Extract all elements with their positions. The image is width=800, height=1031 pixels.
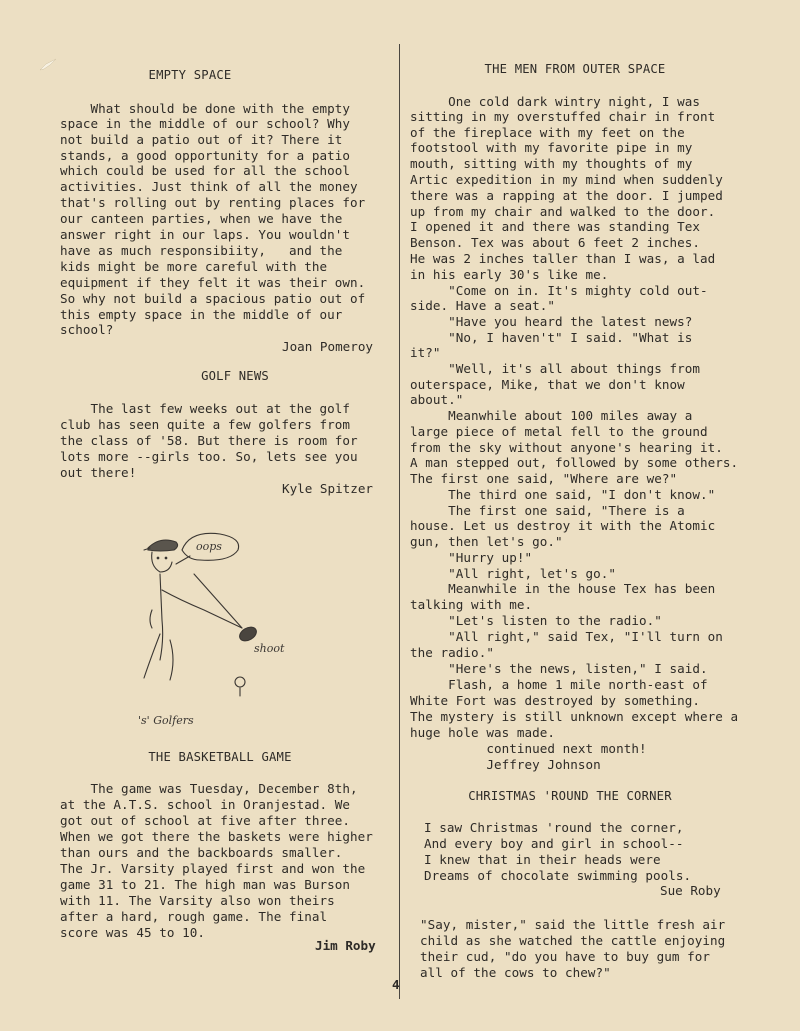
golf-news-title: GOLF NEWS <box>201 369 269 383</box>
outer-space-author: Jeffrey Johnson <box>410 757 601 772</box>
golfer-doodle <box>130 510 300 740</box>
outer-space-line: footstool with my favorite pipe in my <box>410 140 693 155</box>
empty-space-author: Joan Pomeroy <box>282 339 373 354</box>
basketball-line: at the A.T.S. school in Oranjestad. We <box>60 797 351 812</box>
empty-space-line: So why not build a spacious patio out of <box>60 291 366 306</box>
outer-space-line: White Fort was destroyed by something. <box>410 693 701 708</box>
basketball-line: with 11. The Varsity also won theirs <box>60 893 335 908</box>
outer-space-line: in his early 30's like me. <box>410 267 609 282</box>
outer-space-line: "Here's the news, listen," I said. <box>410 661 708 676</box>
basketball-line: game 31 to 21. The high man was Burson <box>60 877 351 892</box>
empty-space-title: EMPTY SPACE <box>148 68 232 82</box>
basketball-title: THE BASKETBALL GAME <box>148 750 292 764</box>
empty-space-line: not build a patio out of it? There it <box>60 132 343 147</box>
outer-space-line: Meanwhile in the house Tex has been <box>410 581 716 596</box>
outer-space-line: One cold dark wintry night, I was <box>410 94 701 109</box>
empty-space-line: kids might be more careful with the <box>60 259 328 274</box>
empty-space-line: stands, a good opportunity for a patio <box>60 148 351 163</box>
outer-space-line: large piece of metal fell to the ground <box>410 424 708 439</box>
joke-line: their cud, "do you have to buy gum for <box>420 949 711 964</box>
outer-space-line: up from my chair and walked to the door. <box>410 204 716 219</box>
christmas-poem-line: I knew that in their heads were <box>424 852 661 867</box>
outer-space-line: The third one said, "I don't know." <box>410 487 716 502</box>
outer-space-line: Flash, a home 1 mile north-east of <box>410 677 708 692</box>
outer-space-line: the radio." <box>410 645 494 660</box>
joke-line: "Say, mister," said the little fresh air <box>420 917 726 932</box>
empty-space-line: school? <box>60 322 114 337</box>
christmas-author: Sue Roby <box>660 883 721 898</box>
outer-space-line: house. Let us destroy it with the Atomic <box>410 518 716 533</box>
golf-news-line: club has seen quite a few golfers from <box>60 417 351 432</box>
column-divider <box>399 44 400 999</box>
page-number: 4 <box>392 977 400 992</box>
golf-news-line: lots more --girls too. So, lets see you <box>60 449 358 464</box>
outer-space-line: "Let's listen to the radio." <box>410 613 662 628</box>
outer-space-line: "Come on in. It's mighty cold out- <box>410 283 708 298</box>
doodle-caption-oops: oops <box>196 540 222 553</box>
basketball-line: score was 45 to 10. <box>60 925 206 940</box>
outer-space-line: The mystery is still unknown except where a <box>410 709 739 724</box>
outer-space-line: "No, I haven't" I said. "What is <box>410 330 693 345</box>
outer-space-line: sitting in my overstuffed chair in front <box>410 109 716 124</box>
outer-space-line: I opened it and there was standing Tex <box>410 219 701 234</box>
outer-space-line: "Hurry up!" <box>410 550 533 565</box>
outer-space-line: there was a rapping at the door. I jumped <box>410 188 723 203</box>
outer-space-line: Meanwhile about 100 miles away a <box>410 408 693 423</box>
doodle-caption-golfers: 's' Golfers <box>138 714 194 727</box>
joke-line: child as she watched the cattle enjoying <box>420 933 726 948</box>
outer-space-line: "All right," said Tex, "I'll turn on <box>410 629 723 644</box>
outer-space-line: A man stepped out, followed by some others. <box>410 455 739 470</box>
empty-space-line: What should be done with the empty <box>60 101 351 116</box>
empty-space-line: that's rolling out by renting places for <box>60 195 366 210</box>
outer-space-line: it?" <box>410 345 441 360</box>
basketball-line: When we got there the baskets were higher <box>60 829 373 844</box>
empty-space-line: activities. Just think of all the money <box>60 179 358 194</box>
doodle-caption-shoot: shoot <box>254 642 285 655</box>
outer-space-line: mouth, sitting with my thoughts of my <box>410 156 693 171</box>
outer-space-line: talking with me. <box>410 597 533 612</box>
basketball-line: after a hard, rough game. The final <box>60 909 328 924</box>
outer-space-line: The first one said, "There is a <box>410 503 685 518</box>
outer-space-title: THE MEN FROM OUTER SPACE <box>484 62 666 76</box>
outer-space-line: about." <box>410 392 464 407</box>
outer-space-line: gun, then let's go." <box>410 534 563 549</box>
golf-news-line: the class of '58. But there is room for <box>60 433 358 448</box>
outer-space-line: "Well, it's all about things from <box>410 361 701 376</box>
basketball-line: The Jr. Varsity played first and won the <box>60 861 366 876</box>
golf-news-line: out there! <box>60 465 137 480</box>
outer-space-line: from the sky without anyone's hearing it. <box>410 440 723 455</box>
basketball-line: got out of school at five after three. <box>60 813 351 828</box>
empty-space-line: which could be used for all the school <box>60 163 351 178</box>
outer-space-line: Artic expedition in my mind when suddenly <box>410 172 723 187</box>
empty-space-line: our canteen parties, when we have the <box>60 211 343 226</box>
outer-space-continued: continued next month! <box>410 741 647 756</box>
outer-space-line: "Have you heard the latest news? <box>410 314 693 329</box>
basketball-line: The game was Tuesday, December 8th, <box>60 781 358 796</box>
christmas-poem-line: I saw Christmas 'round the corner, <box>424 820 684 835</box>
empty-space-line: this empty space in the middle of our <box>60 307 343 322</box>
christmas-poem-line: Dreams of chocolate swimming pools. <box>424 868 692 883</box>
outer-space-line: outerspace, Mike, that we don't know <box>410 377 685 392</box>
golf-news-author: Kyle Spitzer <box>282 481 373 496</box>
empty-space-line: space in the middle of our school? Why <box>60 116 351 131</box>
outer-space-line: "All right, let's go." <box>410 566 617 581</box>
outer-space-line: Benson. Tex was about 6 feet 2 inches. <box>410 235 701 250</box>
christmas-poem-line: And every boy and girl in school-- <box>424 836 684 851</box>
empty-space-line: have as much responsibiity, and the <box>60 243 343 258</box>
outer-space-line: of the fireplace with my feet on the <box>410 125 685 140</box>
outer-space-line: huge hole was made. <box>410 725 556 740</box>
paper-scuff-mark <box>38 58 58 72</box>
golf-news-line: The last few weeks out at the golf <box>60 401 351 416</box>
outer-space-line: He was 2 inches taller than I was, a lad <box>410 251 716 266</box>
outer-space-line: side. Have a seat." <box>410 298 556 313</box>
christmas-title: CHRISTMAS 'ROUND THE CORNER <box>468 789 672 803</box>
basketball-author: Jim Roby <box>315 938 376 953</box>
joke-line: all of the cows to chew?" <box>420 965 611 980</box>
basketball-line: than ours and the backboards smaller. <box>60 845 343 860</box>
empty-space-line: answer right in our laps. You wouldn't <box>60 227 351 242</box>
empty-space-line: equipment if they felt it was their own. <box>60 275 366 290</box>
outer-space-line: The first one said, "Where are we?" <box>410 471 678 486</box>
